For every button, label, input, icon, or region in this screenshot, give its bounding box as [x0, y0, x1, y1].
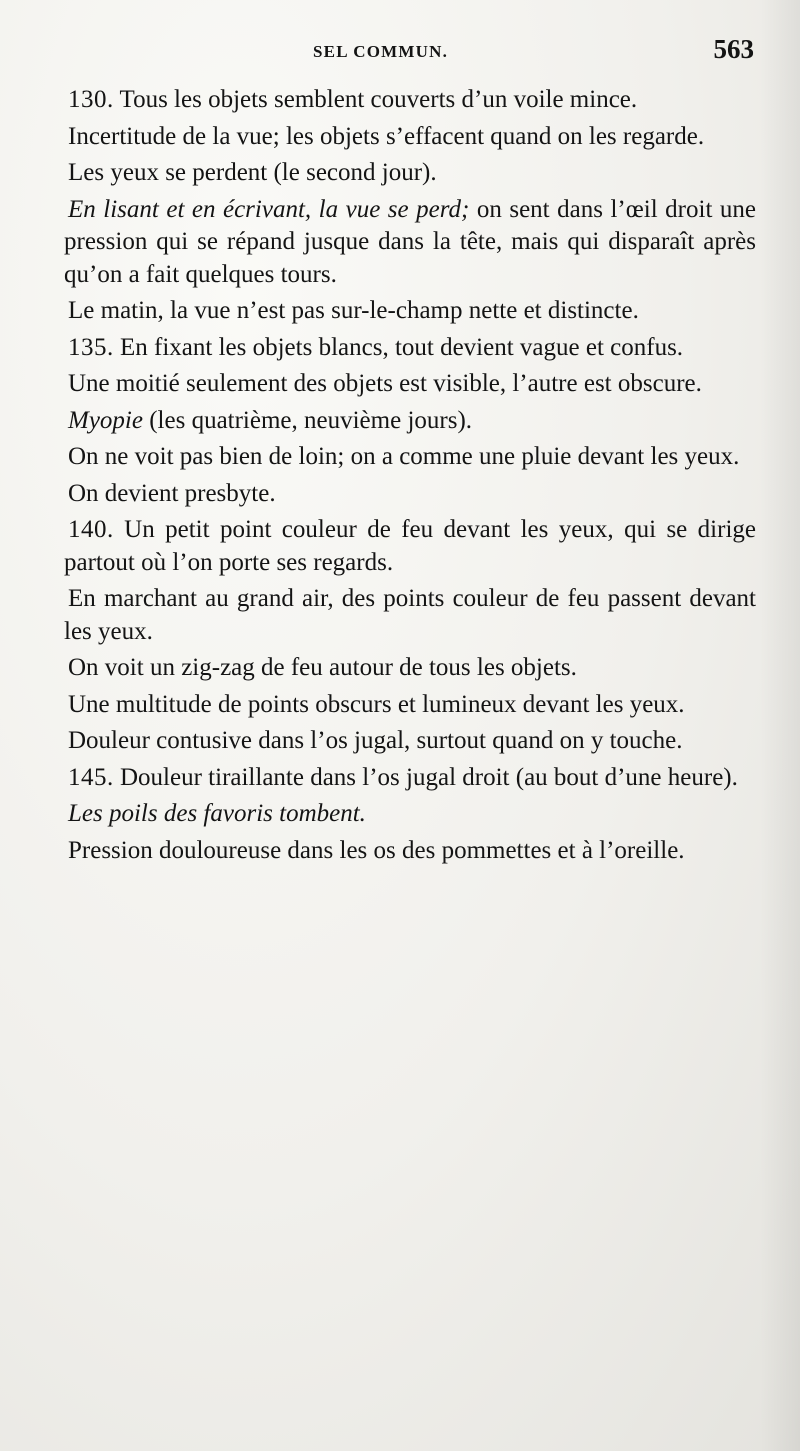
symptom-entry [64, 405, 756, 438]
entry-text: (les quatrième, neuvième jours). [142, 406, 473, 434]
entry-italic-text: En lisant et en écrivant, la vue se perd; [68, 195, 470, 223]
entry-text: On ne voit pas bien de loin; on a comme une pluie devant les yeux. [68, 443, 740, 470]
entry-text: on sent dans l’œil droit une pression qui se répand jusque dans la tête, mais qui disparaît après qu’on a fait quelques tours. [64, 195, 756, 288]
symptom-entry [64, 441, 756, 474]
symptom-entry [64, 121, 756, 154]
entry-text: Tous les objets semblent couverts d’un voile mince. [113, 86, 638, 113]
entry-italic-text: Les poils des favoris tombent. [68, 800, 366, 827]
page-header [60, 34, 760, 78]
entry-text: Les yeux se perdent (le second jour). [68, 159, 437, 186]
entry-text: En marchant au grand air, des points couleur de feu passent devant les yeux. [64, 585, 756, 645]
symptom-entry [64, 194, 756, 292]
entry-text: Douleur contusive dans l’os jugal, surtout quand on y touche. [68, 727, 683, 754]
entry-text: Une multitude de points obscurs et lumineux devant les yeux. [68, 690, 685, 718]
entry-text: Douleur tiraillante dans l’os jugal droit (au bout d’une heure). [113, 763, 738, 791]
entry-number: 135. [68, 333, 114, 361]
entry-text: Une moitié seulement des objets est visible, l’autre est obscure. [68, 370, 702, 397]
page-edge-shadow [760, 0, 800, 1451]
symptom-entry [64, 295, 756, 328]
symptom-entry [64, 725, 756, 758]
symptom-entry [64, 368, 756, 401]
running-title: SEL COMMUN. [313, 42, 449, 61]
symptom-entry [64, 835, 756, 868]
entry-text: Un petit point couleur de feu devant les yeux, qui se dirige partout où l’on porte ses regards. [64, 516, 756, 576]
entry-number: 130. [68, 86, 114, 113]
entry-number: 145. [68, 763, 114, 791]
symptom-entry [64, 84, 756, 117]
symptom-entry [64, 478, 756, 511]
symptom-entry [64, 514, 756, 579]
entry-text: Incertitude de la vue; les objets s’effacent quand on les regarde. [68, 122, 705, 150]
entry-text: En fixant les objets blancs, tout devient vague et confus. [113, 333, 684, 361]
entry-text: Pression douloureuse dans les os des pommettes et à l’oreille. [68, 836, 685, 864]
symptom-entry [64, 583, 756, 648]
symptom-entry [64, 332, 756, 365]
page-number: 563 [713, 34, 754, 64]
symptom-entry [64, 798, 756, 831]
entry-text: Le matin, la vue n’est pas sur-le-champ nette et distincte. [68, 297, 639, 324]
entry-number: 140. [68, 516, 114, 543]
entry-italic-text: Myopie [68, 406, 143, 434]
symptom-entry [64, 762, 756, 795]
symptom-entry [64, 652, 756, 685]
symptom-entry [64, 157, 756, 190]
entry-text: On voit un zig-zag de feu autour de tous les objets. [68, 654, 577, 681]
symptom-entry [64, 689, 756, 722]
entry-text: On devient presbyte. [68, 479, 276, 507]
page-body [64, 84, 756, 871]
